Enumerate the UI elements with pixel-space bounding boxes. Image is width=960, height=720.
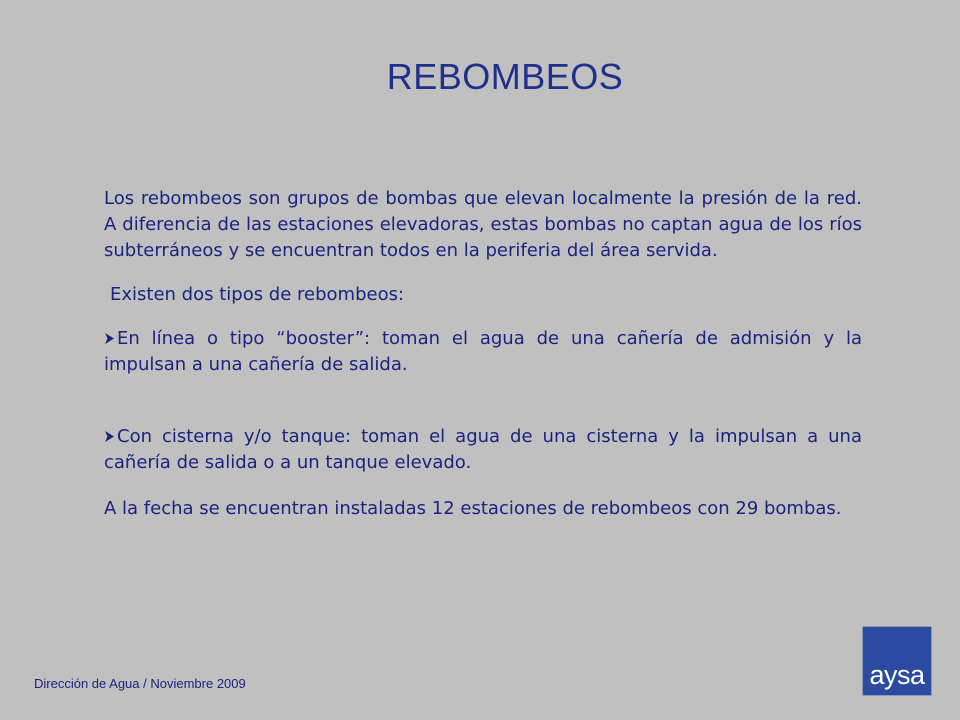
slide-body [104, 186, 862, 522]
arrowhead-bullet-icon [104, 326, 116, 352]
slide-title: REBOMBEOS [386, 56, 624, 97]
footer-text: Dirección de Agua / Noviembre 2009 [34, 676, 246, 691]
closing-paragraph: A la fecha se encuentran instaladas 12 estaciones de rebombeos con 29 bombas. [104, 498, 842, 519]
bullet-item-cistern [104, 424, 862, 476]
description-paragraph: Los rebombeos son grupos de bombas que elevan localmente la presión de la red. A diferencia de las estaciones elevadoras, estas bombas no captan agua de los ríos subterráneos y se encuentran todos en la periferia del área servida. [104, 188, 862, 261]
aysa-logo [862, 626, 932, 696]
bullet-item-booster [104, 326, 862, 378]
bullet-text: En línea o tipo “booster”: toman el agua de una cañería de admisión y la impulsan a una cañería de salida. [104, 328, 862, 375]
bullet-text: Con cisterna y/o tanque: toman el agua de una cisterna y la impulsan a una cañería de salida o a un tanque elevado. [104, 426, 862, 473]
types-intro: Existen dos tipos de rebombeos: [110, 284, 405, 305]
arrowhead-bullet-icon [104, 424, 116, 450]
logo-text: aysa [869, 660, 925, 690]
